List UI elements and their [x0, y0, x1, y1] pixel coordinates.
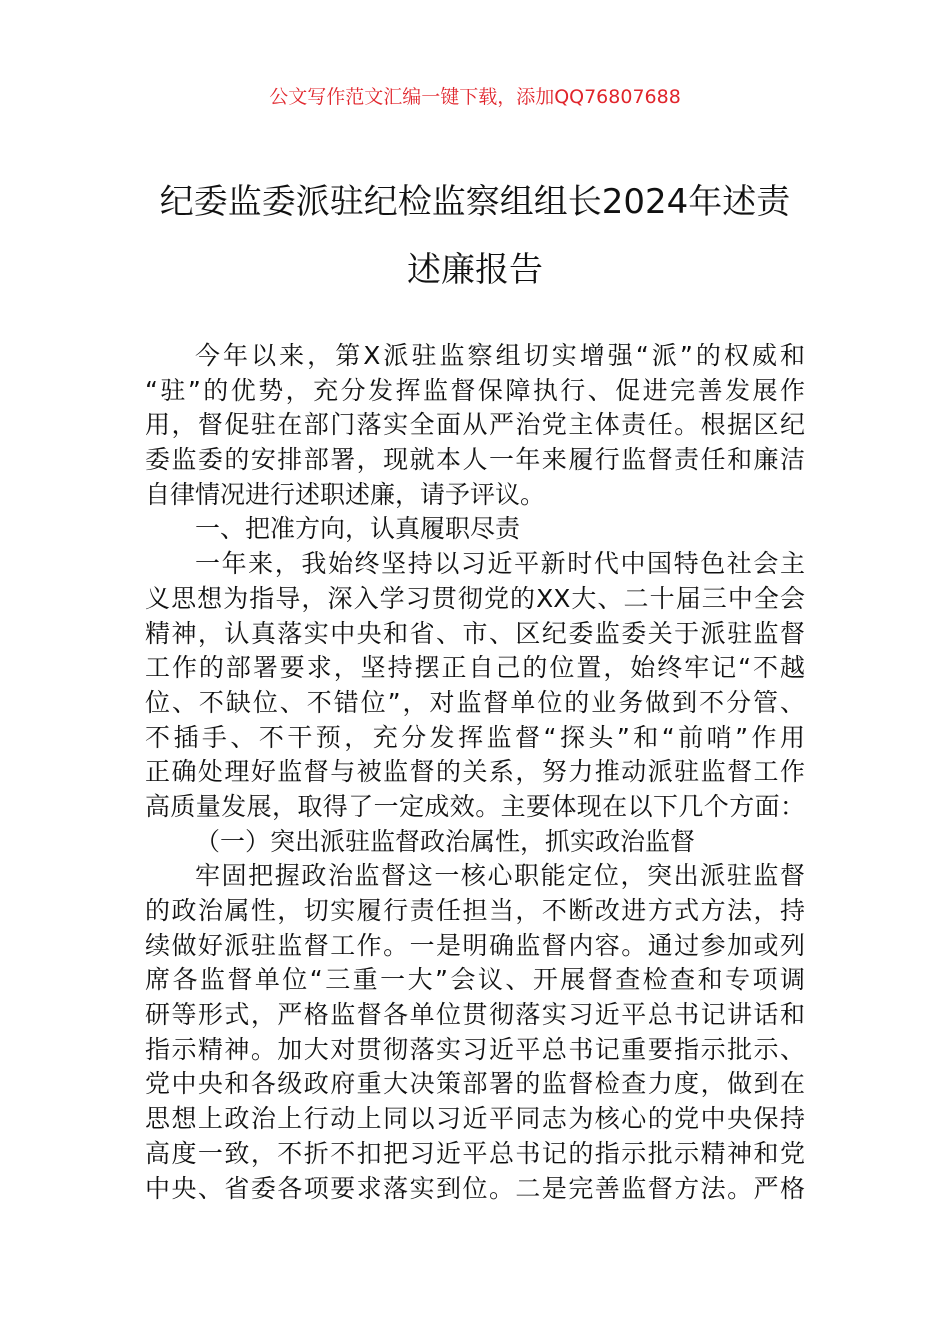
body-line: 思想上政治上行动上同以习近平同志为核心的党中央保持	[145, 1104, 805, 1134]
body-line: 牢固把握政治监督这一核心职能定位，突出派驻监督	[195, 861, 805, 891]
body-line: 高质量发展，取得了一定成效。主要体现在以下几个方面：	[145, 791, 805, 821]
body-line: 席各监督单位“三重一大”会议、开展督查检查和专项调	[145, 965, 805, 995]
body-line: 研等形式，严格监督各单位贯彻落实习近平总书记讲话和	[145, 1000, 805, 1030]
body-line: 工作的部署要求，坚持摆正自己的位置，始终牢记“不越	[145, 653, 805, 683]
body-line: 委监委的安排部署，现就本人一年来履行监督责任和廉洁	[145, 445, 805, 475]
download-banner: 公文写作范文汇编一键下载，添加QQ76807688	[269, 86, 681, 108]
body-line: 高度一致，不折不扣把习近平总书记的指示批示精神和党	[145, 1138, 805, 1168]
body-line: 正确处理好监督与被监督的关系，努力推动派驻监督工作	[145, 757, 805, 787]
document-title-line-2: 述廉报告	[407, 250, 543, 290]
document-body	[145, 339, 805, 1206]
body-line: 的政治属性，切实履行责任担当，不断改进方式方法，持	[145, 896, 805, 925]
document-title-line-1: 纪委监委派驻纪检监察组组长2024年述责	[159, 182, 791, 222]
body-line: 义思想为指导，深入学习贯彻党的XX大、二十届三中全会	[145, 583, 805, 613]
body-line: 不插手、不干预，充分发挥监督“探头”和“前哨”作用	[145, 722, 805, 752]
body-line: 今年以来，第X派驻监察组切实增强“派”的权威和	[195, 341, 805, 370]
body-line: 指示精神。加大对贯彻落实习近平总书记重要指示批示、	[145, 1034, 805, 1064]
section-heading: 一、把准方向，认真履职尽责	[195, 514, 521, 544]
body-line: 精神，认真落实中央和省、市、区纪委监委关于派驻监督	[145, 618, 805, 648]
body-line: 用，督促驻在部门落实全面从严治党主体责任。根据区纪	[145, 410, 805, 440]
body-line: 党中央和各级政府重大决策部署的监督检查力度，做到在	[145, 1069, 805, 1099]
body-line: 自律情况进行述职述廉，请予评议。	[145, 479, 546, 509]
body-line: “驻”的优势，充分发挥监督保障执行、促进完善发展作	[145, 375, 805, 405]
body-line: 续做好派驻监督工作。一是明确监督内容。通过参加或列	[145, 930, 805, 960]
body-line: 一年来，我始终坚持以习近平新时代中国特色社会主	[195, 549, 805, 579]
body-line: 中央、省委各项要求落实到位。二是完善监督方法。严格	[145, 1173, 805, 1203]
subsection-heading: （一）突出派驻监督政治属性，抓实政治监督	[195, 826, 696, 856]
body-line: 位、不缺位、不错位”，对监督单位的业务做到不分管、	[145, 687, 805, 717]
